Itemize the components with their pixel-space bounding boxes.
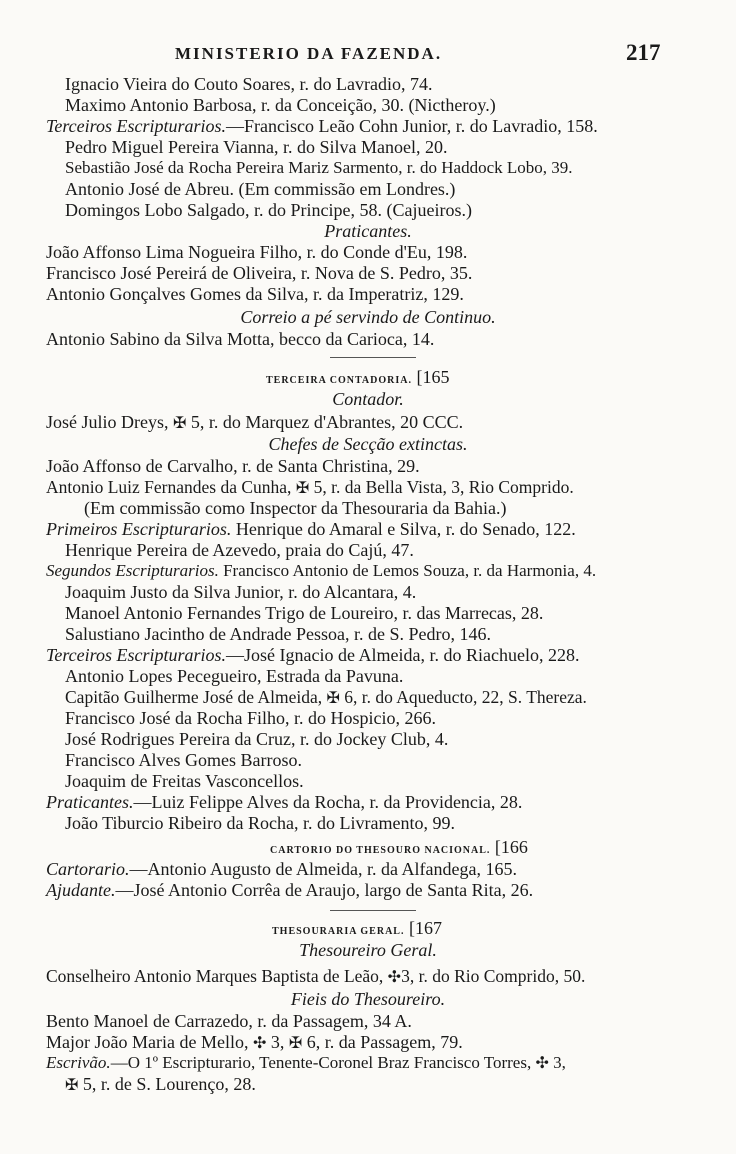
order-cross-icon: ✠ [295,480,310,497]
entry-text: Conselheiro Antonio Marques Baptista de Leão, [46,966,384,986]
entry-line [46,115,598,137]
entry-text: 5, r. da Bella Vista, 3, Rio Comprido. [313,477,574,497]
order-star-icon: ✣ [387,969,402,986]
section-ref: [165 [416,367,450,387]
entry-line: Bento Manoel de Carrazedo, r. da Passagem, 34 A. [46,1011,412,1031]
order-star-icon: ✣ [535,1055,549,1072]
role-label: Cartorario. [46,859,130,879]
section-ref: [166 [494,837,528,857]
entry-line: João Affonso de Carvalho, r. de Santa Christina, 29. [46,456,420,476]
section-heading-text: CARTORIO DO THESOURO NACIONAL. [270,845,491,856]
entry-line [46,560,596,582]
section-ref: [167 [408,918,442,938]
entry-line [46,411,463,435]
subheading: Chefes de Secção extinctas. [268,434,468,454]
entry-line [65,1073,256,1097]
role-label: Terceiros Escripturarios. [46,645,227,665]
entry-text: —José Antonio Corrêa de Araujo, largo de Santa Rita, 26. [115,880,534,900]
entry-text: 3, [553,1053,566,1072]
page-header [0,38,736,78]
entry-line: Manoel Antonio Fernandes Trigo de Loureiro, r. das Marrecas, 28. [65,603,544,623]
entry-line: (Em commissão como Inspector da Thesouraria da Bahia.) [84,498,507,518]
entry-line: Domingos Lobo Salgado, r. do Principe, 58. (Cajueiros.) [65,200,472,220]
entry-line [46,879,533,901]
role-label: Praticantes. [46,792,134,812]
entry-line: Francisco José da Rocha Filho, r. do Hospicio, 266. [65,708,436,728]
role-label: Terceiros Escripturarios. [46,116,227,136]
order-cross-icon: ✠ [288,1035,303,1052]
entry-text: José Julio Dreys, [46,412,169,432]
entry-text: 3, r. do Rio Comprido, 50. [401,966,586,986]
order-cross-icon: ✠ [173,415,187,432]
subheading: Fieis do Thesoureiro. [290,989,446,1009]
entry-text: —Luiz Felippe Alves da Rocha, r. da Providencia, 28. [133,792,523,812]
entry-line: Francisco José Pereirá de Oliveira, r. Nova de S. Pedro, 35. [46,263,473,283]
entry-line: João Tiburcio Ribeiro da Rocha, r. do Livramento, 99. [65,813,455,833]
entry-text: —O 1º Escripturario, Tenente-Coronel Braz Francisco Torres, [110,1053,532,1072]
entry-line [46,518,576,540]
entry-line: Antonio Lopes Pecegueiro, Estrada da Pavuna. [65,666,404,686]
entry-line: Joaquim de Freitas Vasconcellos. [65,771,304,791]
page-title: MINISTERIO DA FAZENDA. [175,44,443,63]
entry-line [46,965,585,989]
entry-text: 6, r. do Aqueducto, 22, S. Thereza. [344,687,587,707]
order-star-icon: ✣ [252,1035,267,1052]
entry-text: 6, r. da Passagem, 79. [306,1032,463,1052]
subheading: Correio a pé servindo de Continuo. [240,307,496,327]
entry-line [46,858,517,880]
entry-line: Henrique Pereira de Azevedo, praia do Cajú, 47. [65,540,414,560]
entry-text: 5, r. do Marquez d'Abrantes, 20 CCC. [190,412,464,432]
entry-text: —Francisco Leão Cohn Junior, r. do Lavradio, 158. [226,116,598,136]
entry-line: Joaquim Justo da Silva Junior, r. do Alcantara, 4. [65,582,417,602]
entry-line: João Affonso Lima Nogueira Filho, r. do Conde d'Eu, 198. [46,242,468,262]
entry-line: Antonio José de Abreu. (Em commissão em Londres.) [65,179,456,199]
section-divider [330,357,416,358]
subheading: Praticantes. [324,221,412,241]
entry-line: Sebastião José da Rocha Pereira Mariz Sarmento, r. do Haddock Lobo, 39. [65,158,573,177]
entry-line: Maximo Antonio Barbosa, r. da Conceição, 30. (Nictheroy.) [65,95,496,115]
page-number: 217 [626,40,661,65]
entry-text: Capitão Guilherme José de Almeida, [65,687,323,707]
entry-text: Francisco Antonio de Lemos Souza, r. da Harmonia, 4. [223,561,597,580]
subheading: Thesoureiro Geral. [299,940,437,960]
entry-text: 3, [270,1032,285,1052]
role-label: Primeiros Escripturarios. [46,519,232,539]
role-label: Ajudante. [46,880,116,900]
role-label: Escrivão. [46,1053,111,1072]
entry-text: Henrique do Amaral e Silva, r. do Senado, 122. [235,519,576,539]
subheading: Contador. [332,389,404,409]
entry-line: Pedro Miguel Pereira Vianna, r. do Silva Manoel, 20. [65,137,448,157]
entry-text: 5, r. de S. Lourenço, 28. [82,1074,256,1094]
section-divider [330,910,416,911]
entry-line [46,1052,566,1075]
entry-line [46,644,579,666]
entry-text: —José Ignacio de Almeida, r. do Riachuelo, 228. [226,645,580,665]
entry-line: Ignacio Vieira do Couto Soares, r. do Lavradio, 74. [65,74,433,94]
entry-line: Antonio Gonçalves Gomes da Silva, r. da Imperatriz, 129. [46,284,464,304]
order-cross-icon: ✠ [65,1077,79,1094]
role-label: Segundos Escripturarios. [46,561,219,580]
entry-line: José Rodrigues Pereira da Cruz, r. do Jockey Club, 4. [65,729,449,749]
entry-line: Antonio Sabino da Silva Motta, becco da Carioca, 14. [46,329,435,349]
entry-line [46,791,522,813]
section-heading-text: THESOURARIA GERAL. [272,926,405,937]
entry-line: Salustiano Jacintho de Andrade Pessoa, r. de S. Pedro, 146. [65,624,491,644]
order-cross-icon: ✠ [326,690,340,707]
entry-text: —Antonio Augusto de Almeida, r. da Alfandega, 165. [129,859,517,879]
section-heading-text: TERCEIRA CONTADORIA. [266,375,412,386]
entry-line: Francisco Alves Gomes Barroso. [65,750,302,770]
entry-text: Antonio Luiz Fernandes da Cunha, [46,477,292,497]
entry-text: Major João Maria de Mello, [46,1032,249,1052]
